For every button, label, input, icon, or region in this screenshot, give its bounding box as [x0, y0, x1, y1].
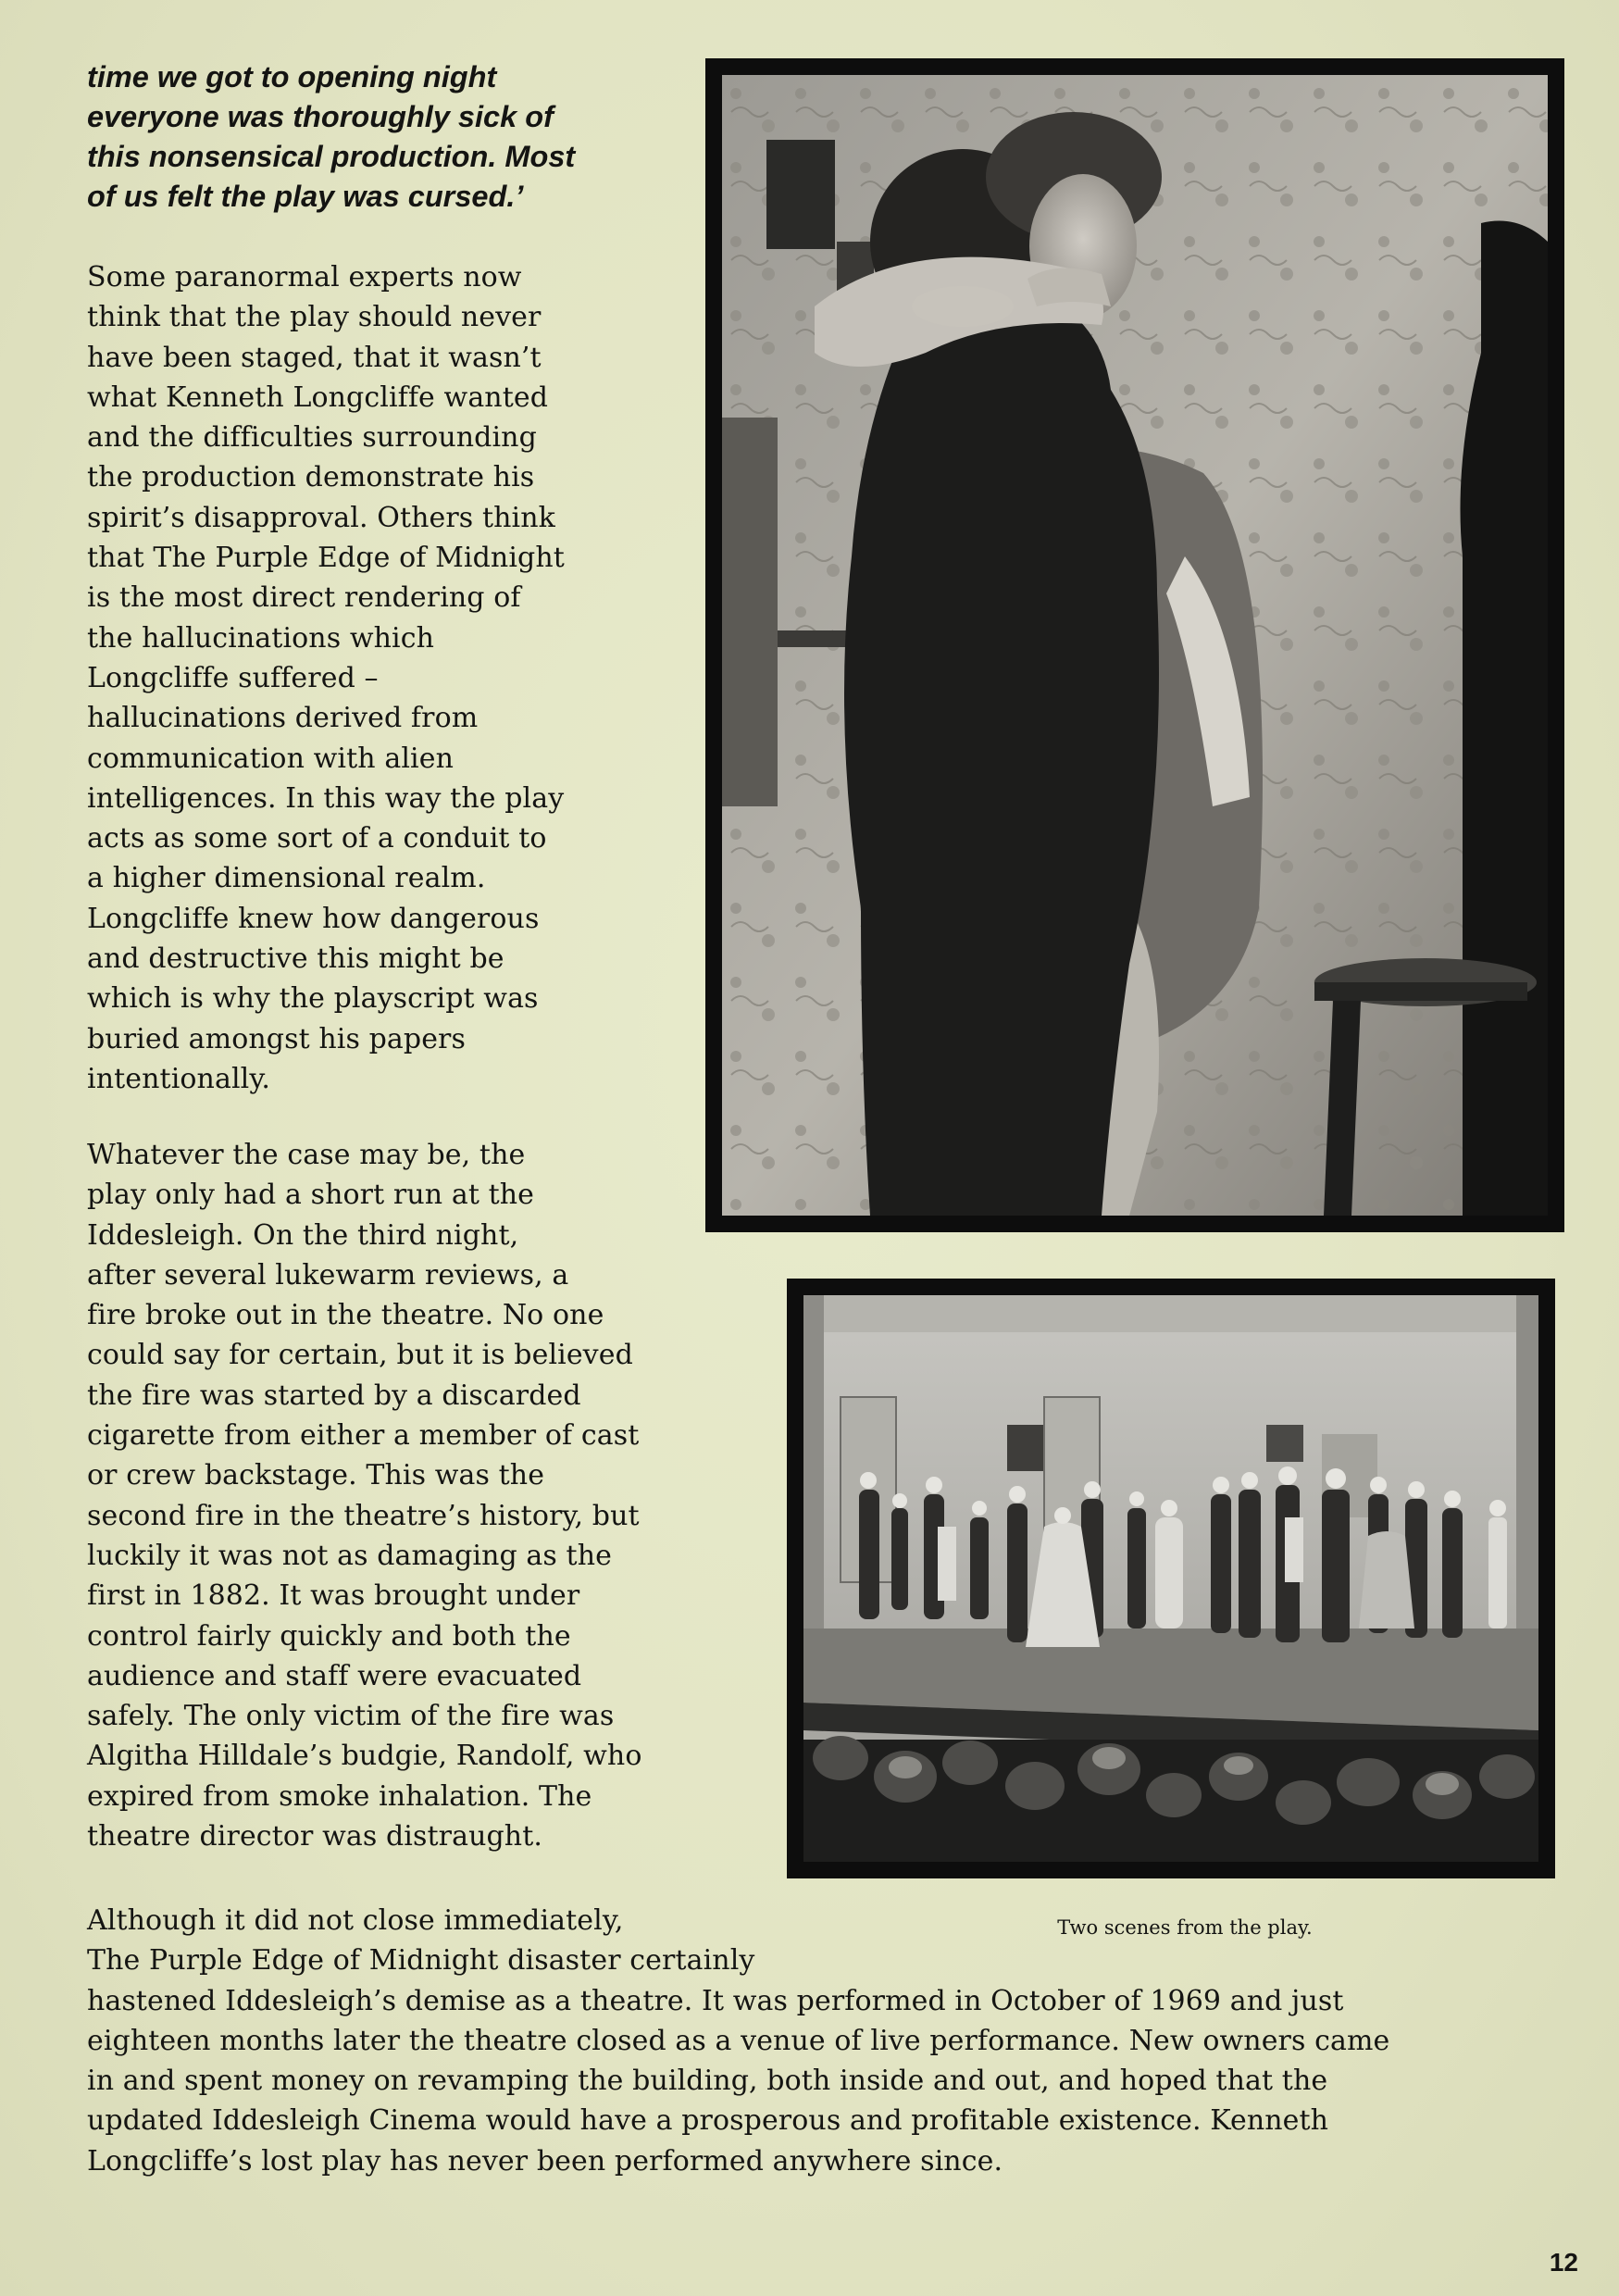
page-number: 12	[1549, 2248, 1578, 2277]
body-paragraph-2: Whatever the case may be, the play only had a short run at the Iddesleigh. On the third night, after several lukewarm reviews, a fire broke out in the theatre. No one could say for certain, but it is believed the fire was started by a discarded cigarette from either a member of cast or crew backstage. This was the second fire in the theatre’s history, but luckily it was not as damaging as the first in 1882. It was brought under control fairly quickly and both the audience and staff were evacuated safely. The only victim of the fire was Algitha Hilldale’s budgie, Randolf, who expired from smoke inhalation. The theatre director was distraught.	[87, 1139, 642, 1853]
pull-quote: time we got to opening night everyone was thoroughly sick of this nonsensical production. Most of us felt the play was cursed.’	[87, 60, 576, 213]
photo-embracing-couple	[705, 58, 1564, 1232]
body-paragraph-1: Some paranormal experts now think that the play should never have been staged, that it wasn’t what Kenneth Longcliffe wanted and the difficulties surrounding the production demonstrate his spirit’s disapproval. Others think that The Purple Edge of Midnight is the most direct rendering of the hallucinations which Longcliffe suffered – hallucinations derived from communication with alien intelligences. In this way the play acts as some sort of a conduit to a higher dimensional realm. Longcliffe knew how dangerous and destructive this might be which is why the playscript was buried amongst his papers intentionally.	[87, 261, 565, 1095]
photo-embracing-couple-image	[722, 75, 1548, 1216]
photo-stage-scene	[787, 1279, 1555, 1878]
photo-caption: Two scenes from the play.	[1057, 1916, 1313, 1939]
body-paragraph-3: Although it did not close immediately, The Purple Edge of Midnight disaster certainly hastened Iddesleigh’s demise as a theatre. It was performed in October of 1969 and just eighteen months later the theatre closed as a venue of live performance. New owners came in and spent money on revamping the building, both inside and out, and hoped that the updated Iddesleigh Cinema would have a prosperous and profitable existence. Kenneth Longcliffe’s lost play has never been performed anywhere since.	[87, 1904, 1390, 2177]
photo-stage-scene-image	[803, 1295, 1538, 1862]
